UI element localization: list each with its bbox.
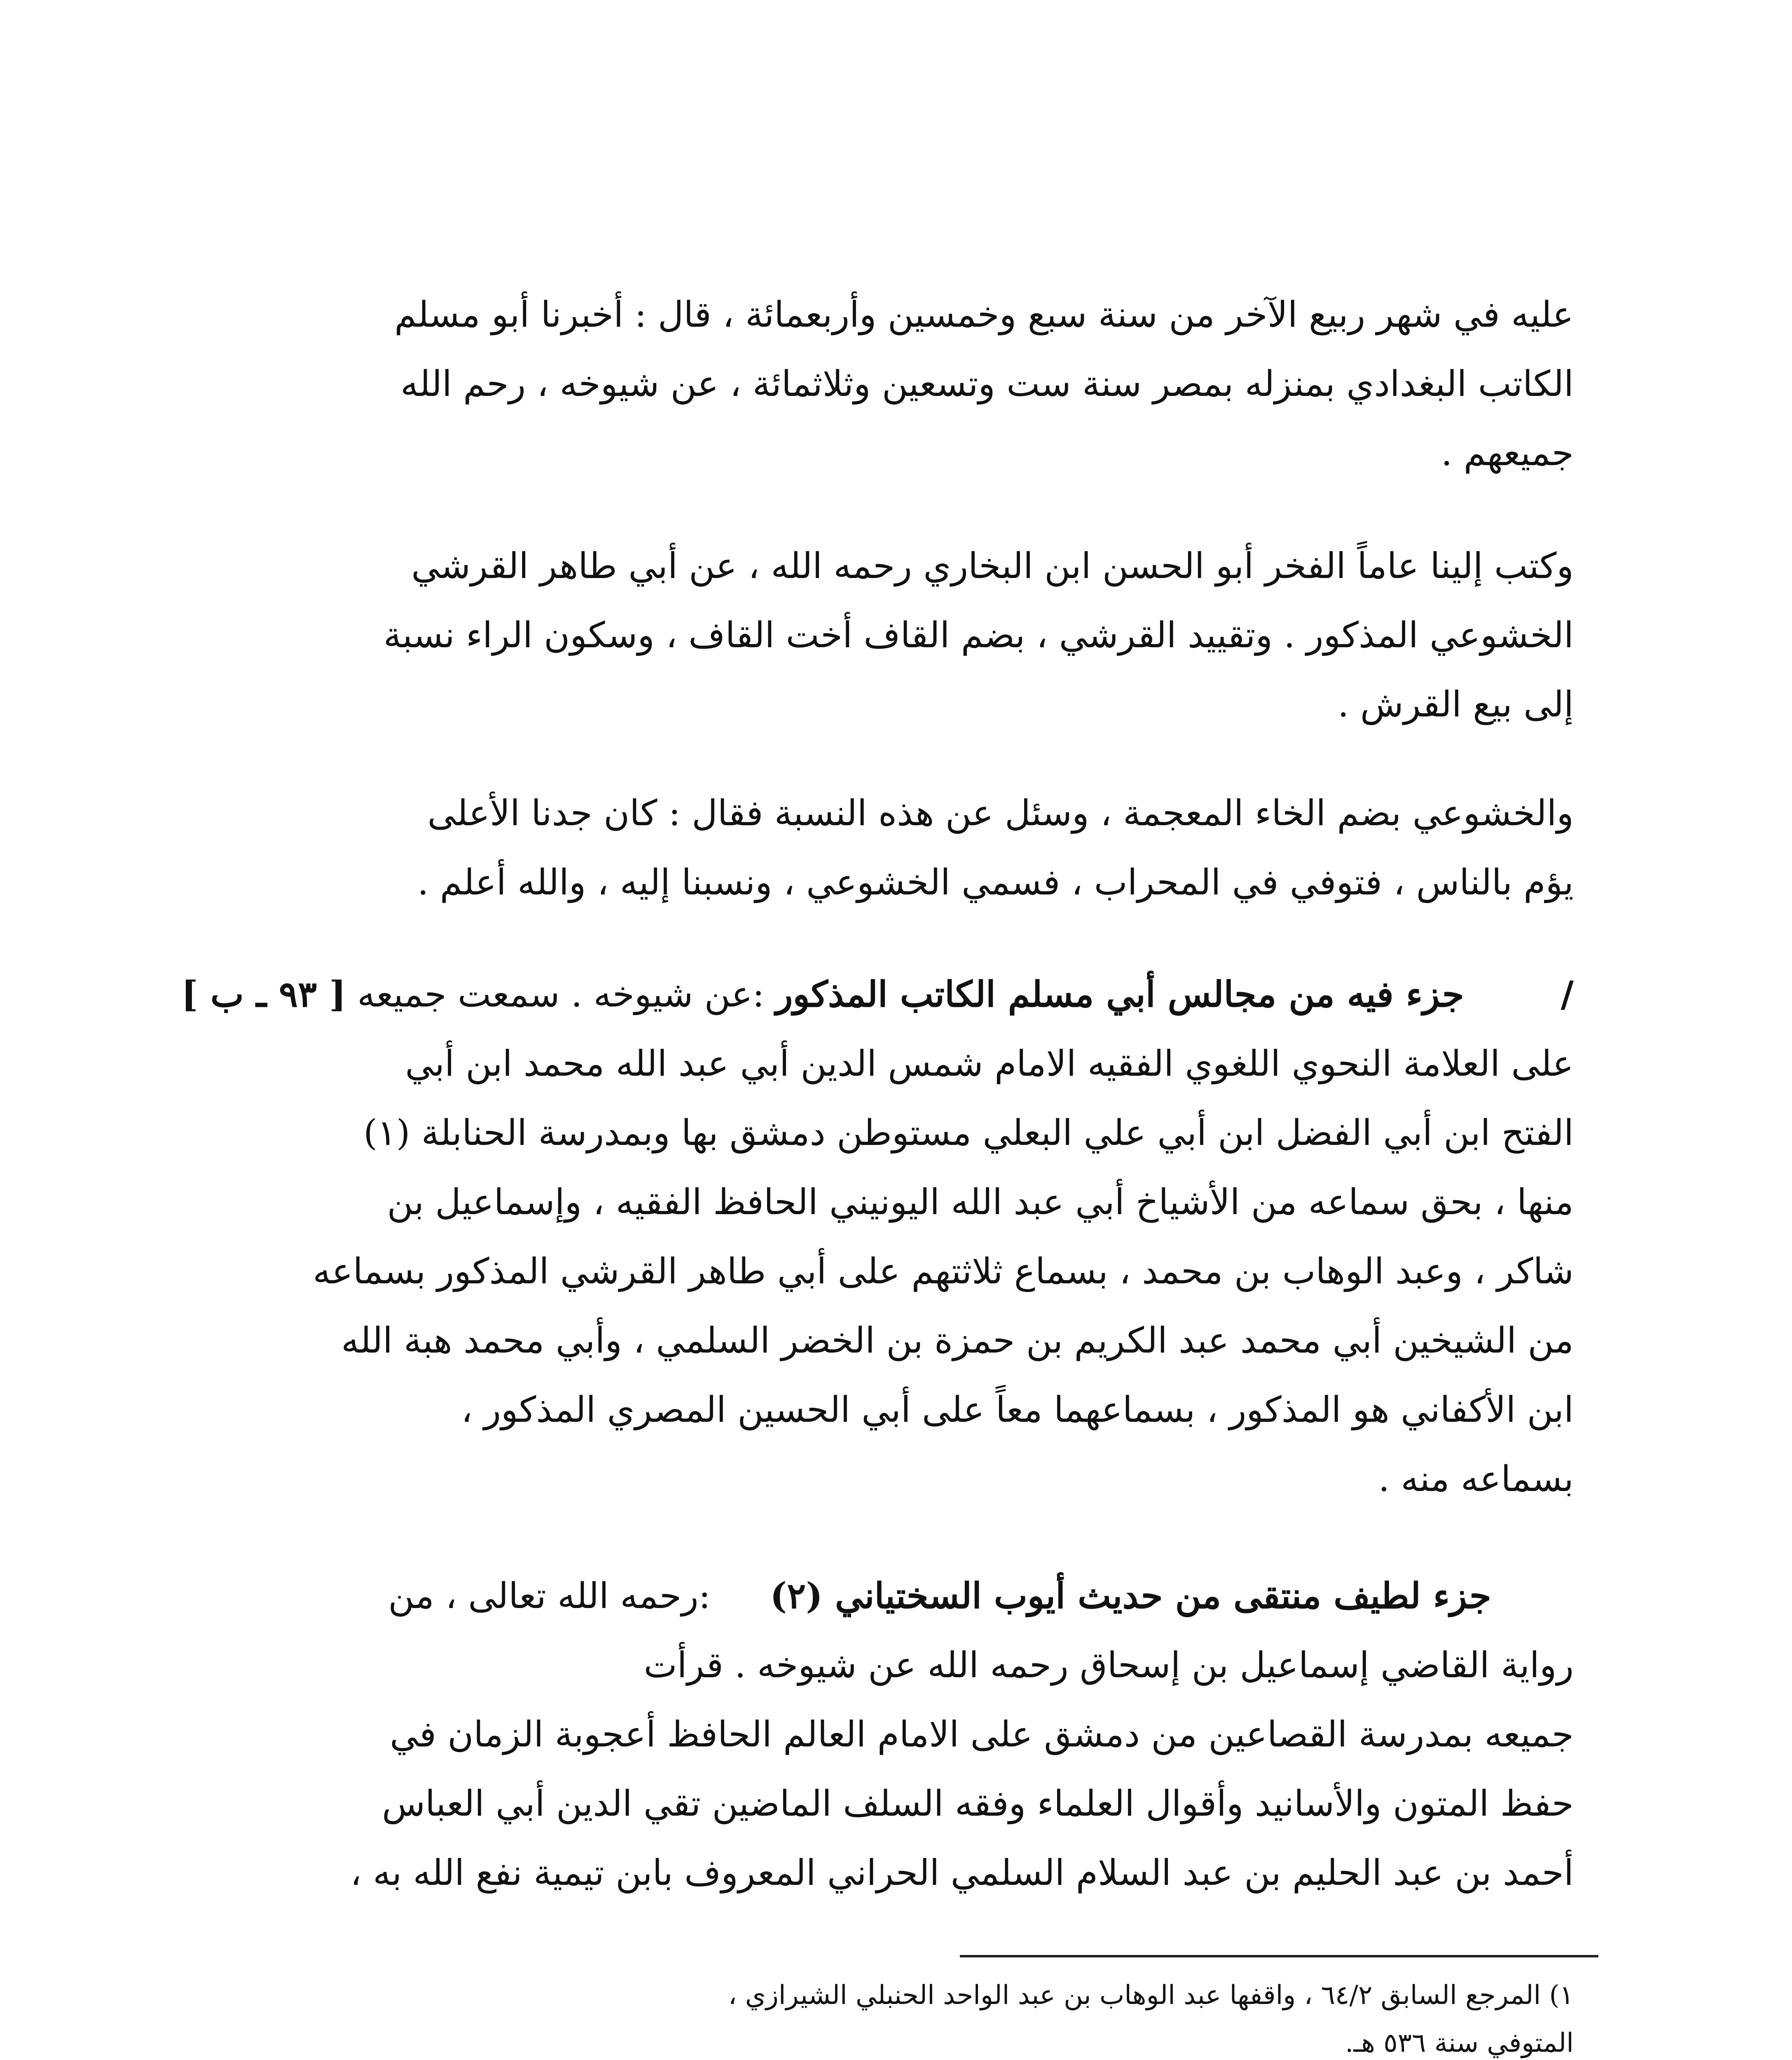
entry-2-body xyxy=(206,1631,1574,1908)
text-line: جميعهم . xyxy=(1441,433,1574,474)
folio-reference: [ ٩٣ ـ ب ] xyxy=(181,974,346,1015)
entry-2-heading-line xyxy=(255,1561,1491,1631)
entry-1-heading xyxy=(70,960,1574,1029)
text-line: جميعه بمدرسة القصاعين من دمشق على الامام العالم الحافظ أعجوبة الزمان في xyxy=(390,1714,1574,1755)
footnote-separator xyxy=(960,1955,1598,1957)
paragraph-1 xyxy=(255,280,1574,488)
text-line: حفظ المتون والأسانيد وأقوال العلماء وفقه السلف الماضين تقي الدين أبي العباس xyxy=(382,1783,1574,1824)
text-line: الفتح ابن أبي الفضل ابن أبي علي البعلي مستوطن دمشق بها وبمدرسة الحنابلة (١) xyxy=(363,1112,1574,1154)
footnote-line: ١) المرجع السابق ٦٤/٢ ، واقفها عبد الوهاب بن عبد الواحد الحنبلي الشيرازي ، xyxy=(728,1980,1574,2011)
footnote-line: المتوفي سنة ٥٣٦ هـ. xyxy=(1345,2028,1574,2058)
text-line: والخشوعي بضم الخاء المعجمة ، وسئل عن هذه النسبة فقال : كان جدنا الأعلى xyxy=(427,793,1574,834)
entry-2-heading xyxy=(255,1561,1491,1631)
paragraph-3 xyxy=(255,779,1574,917)
text-line: أحمد بن عبد الحليم بن عبد السلام السلمي الحراني المعروف بابن تيمية نفع الله به ، xyxy=(350,1852,1574,1894)
text-line: وكتب إلينا عاماً الفخر أبو الحسن ابن البخاري رحمه الله ، عن أبي طاهر القرشي xyxy=(411,545,1574,587)
entry-2-title-rest: :رحمه الله تعالى ، من xyxy=(388,1575,711,1617)
entry-2-title: جزء لطيف منتقى من حديث أيوب السختياني (٢) xyxy=(770,1575,1491,1617)
text-line: يؤم بالناس ، فتوفي في المحراب ، فسمي الخشوعي ، ونسبنا إليه ، والله أعلم . xyxy=(417,862,1574,903)
entry-1-body xyxy=(206,1029,1574,1514)
text-line: الكاتب البغدادي بمنزله بمصر سنة ست وتسعين وثلاثمائة ، عن شيوخه ، رحم الله xyxy=(400,363,1574,405)
paragraph-2 xyxy=(255,531,1574,739)
text-line: رواية القاضي إسماعيل بن إسحاق رحمه الله عن شيوخه . قرأت xyxy=(643,1645,1574,1686)
text-line: ابن الأكفاني هو المذكور ، بسماعهما معاً على أبي الحسين المصري المذكور ، xyxy=(461,1389,1574,1430)
entry-1-marker: / xyxy=(1560,974,1574,1015)
text-line: منها ، بحق سماعه من الأشياخ أبي عبد الله اليونيني الحافظ الفقيه ، وإسماعيل بن xyxy=(387,1182,1574,1223)
text-line: الخشوعي المذكور . وتقييد القرشي ، بضم القاف أخت القاف ، وسكون الراء نسبة xyxy=(383,615,1574,656)
text-line: شاكر ، وعبد الوهاب بن محمد ، بسماع ثلاثتهم على أبي طاهر القرشي المذكور بسماعه xyxy=(313,1251,1574,1292)
entry-1-heading-line xyxy=(70,960,1574,1029)
text-line: عليه في شهر ربيع الآخر من سنة سبع وخمسين وأربعمائة ، قال : أخبرنا أبو مسلم xyxy=(394,294,1574,335)
text-line: بسماعه منه . xyxy=(1378,1458,1574,1500)
text-line: من الشيخين أبي محمد عبد الكريم بن حمزة بن الخضر السلمي ، وأبي محمد هبة الله xyxy=(341,1320,1574,1361)
text-line: إلى بيع القرش . xyxy=(1338,684,1574,725)
text-line: على العلامة النحوي اللغوي الفقيه الامام شمس الدين أبي عبد الله محمد ابن أبي xyxy=(405,1043,1574,1084)
entry-1-title: جزء فيه من مجالس أبي مسلم الكاتب المذكور xyxy=(775,974,1464,1015)
entry-1-title-rest: :عن شيوخه . سمعت جميعه xyxy=(357,974,765,1015)
footnote-1 xyxy=(255,1971,1574,2060)
